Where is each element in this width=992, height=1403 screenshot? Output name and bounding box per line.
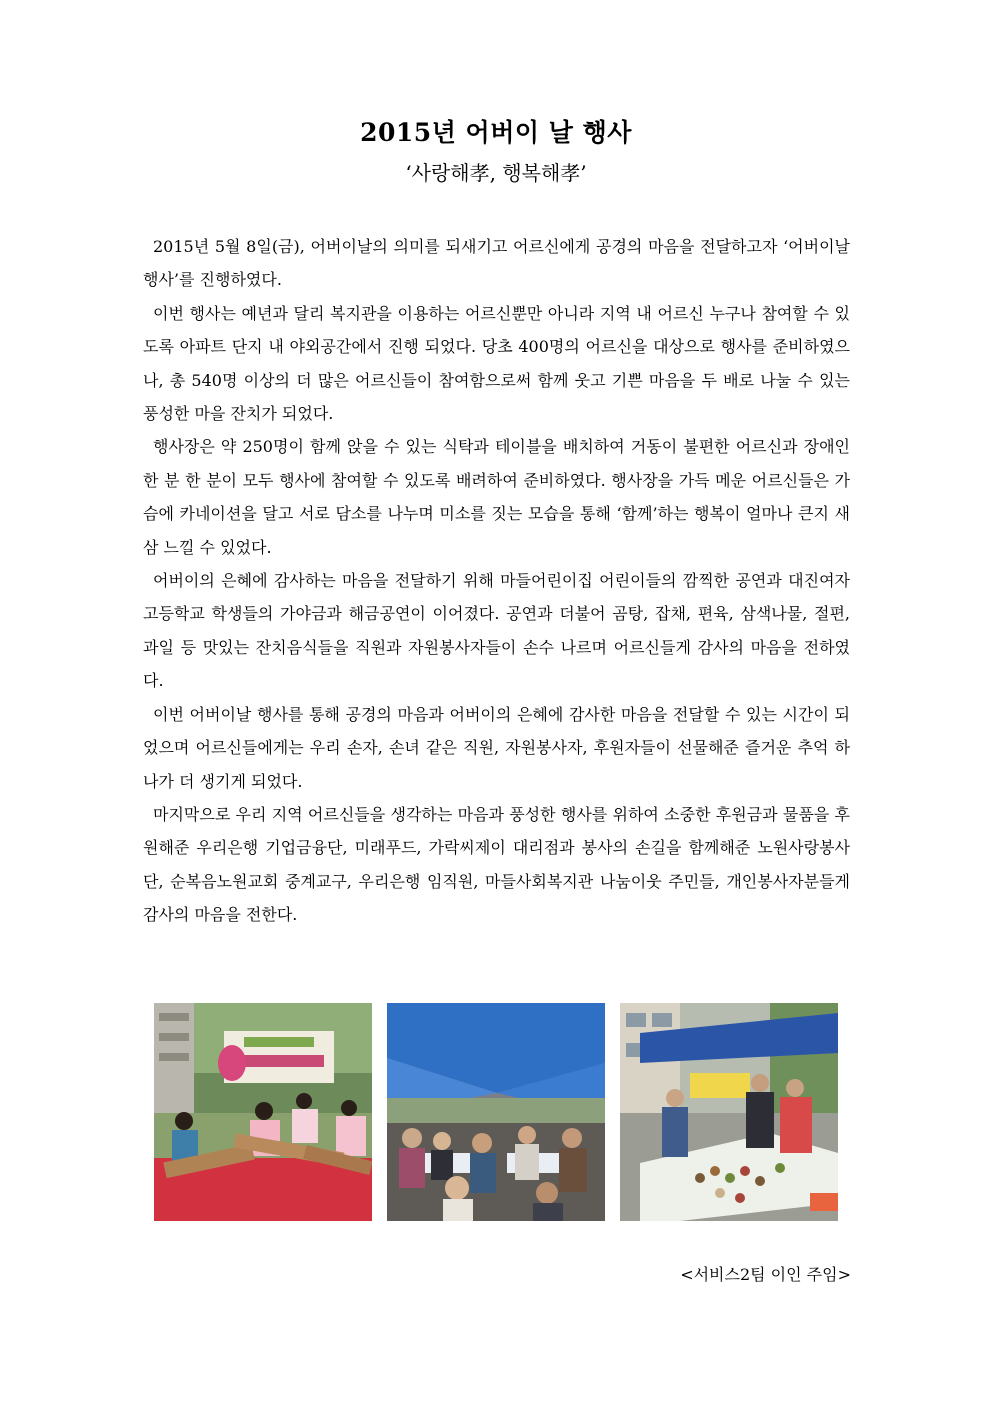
paragraph-5: 이번 어버이날 행사를 통해 공경의 마음과 어버이의 은혜에 감사한 마음을 전달할 수 있는 시간이 되었으며 어르신들에게는 우리 손자, 손녀 같은 직원, 자원봉사자, 후원자들이 선물해준 즐거운 추억 하나가 더 생기게 되었다. xyxy=(143,704,850,791)
article-body xyxy=(143,230,850,932)
paragraph-2: 이번 행사는 예년과 달리 복지관을 이용하는 어르신뿐만 아니라 지역 내 어르신 누구나 참여할 수 있도록 아파트 단지 내 야외공간에서 진행 되었다. 당초 400명의 어르신을 대상으로 행사를 준비하였으나, 총 540명 이상의 더 많은 어르신들이 참여함으로써 함께 웃고 기쁜 마음을 두 배로 나눌 수 있는 풍성한 마을 잔치가 되었다. xyxy=(143,303,850,424)
photo-row xyxy=(154,1003,838,1221)
paragraph-6: 마지막으로 우리 지역 어르신들을 생각하는 마음과 풍성한 행사를 위하여 소중한 후원금과 물품을 후원해준 우리은행 기업금융단, 미래푸드, 가락씨제이 대리점과 봉사의 손길을 함께해준 노원사랑봉사단, 순복음노원교회 중계교구, 우리은행 임직원, 마들사회복지관 나눔이웃 주민들, 개인봉사자분들게 감사의 마음을 전한다. xyxy=(143,804,850,925)
paragraph-3: 행사장은 약 250명이 함께 앉을 수 있는 식탁과 테이블을 배치하여 거동이 불편한 어르신과 장애인 한 분 한 분이 모두 행사에 참여할 수 있도록 배려하여 준비하였다. 행사장을 가득 메운 어르신들은 가슴에 카네이션을 달고 서로 담소를 나누며 미소를 짓는 모습을 통해 ‘함께’하는 행복이 얼마나 큰지 새삼 느낄 수 있었다. xyxy=(143,437,850,557)
page-subtitle: ‘사랑해孝, 행복해孝’ xyxy=(405,161,587,185)
photo-volunteers-serving xyxy=(620,1003,838,1221)
paragraph-1: 2015년 5월 8일(금), 어버이날의 의미를 되새기고 어르신에게 공경의 마음을 전달하고자 ‘어버이날 행사’를 진행하였다. xyxy=(143,237,850,290)
photo-gayageum-performance xyxy=(154,1003,372,1221)
page-title: 2015년 어버이 날 행사 xyxy=(360,118,632,147)
author-signature: <서비스2팀 이인 주임> xyxy=(680,1265,851,1284)
photo-seniors-dining xyxy=(387,1003,605,1221)
paragraph-4: 어버이의 은혜에 감사하는 마음을 전달하기 위해 마들어린이집 어린이들의 깜찍한 공연과 대진여자고등학교 학생들의 가야금과 해금공연이 이어졌다. 공연과 더불어 곰탕, 잡채, 편육, 삼색나물, 절편, 과일 등 맛있는 잔치음식들을 직원과 자원봉사자들이 손수 나르며 어르신들게 감사의 마음을 전하였다. xyxy=(143,571,850,691)
